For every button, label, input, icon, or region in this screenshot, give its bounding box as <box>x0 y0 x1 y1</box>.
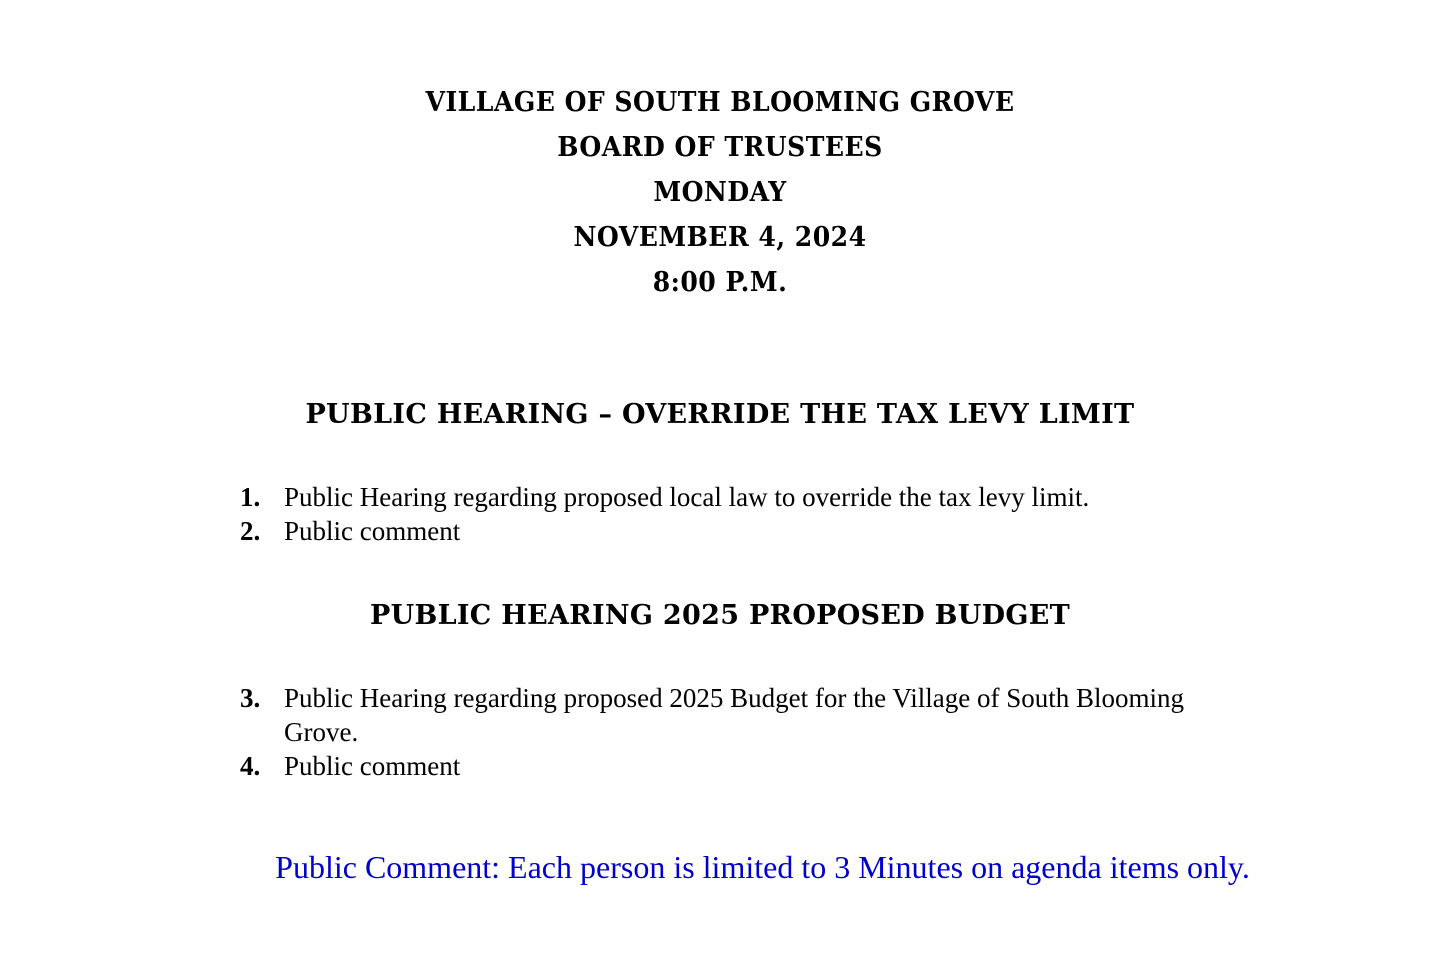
item-text: Public Hearing regarding proposed local law to override the tax levy limit. <box>284 482 1090 512</box>
public-comment-notice: Public Comment: Each person is limited to 3 Minutes on agenda items only. <box>275 849 1250 885</box>
item-number: 1. <box>240 482 261 512</box>
header-day: MONDAY <box>653 177 787 208</box>
item-number: 3. <box>240 683 261 713</box>
item-number: 2. <box>240 516 261 546</box>
header-village-name: VILLAGE OF SOUTH BLOOMING GROVE <box>425 87 1015 118</box>
document-header <box>0 80 1440 305</box>
item-number: 4. <box>240 751 261 781</box>
agenda-item <box>240 480 1200 514</box>
item-text: Public comment <box>284 516 461 546</box>
section-heading-tax-levy: PUBLIC HEARING – OVERRIDE THE TAX LEVY LIMIT <box>305 399 1135 430</box>
header-time: 8:00 P.M. <box>652 267 788 298</box>
agenda-item <box>240 681 1200 749</box>
header-date: NOVEMBER 4, 2024 <box>573 222 867 253</box>
item-text: Public Hearing regarding proposed 2025 Budget for the Village of South Blooming Grove. <box>284 683 1184 747</box>
item-text: Public comment <box>284 751 461 781</box>
section-heading-budget: PUBLIC HEARING 2025 PROPOSED BUDGET <box>370 600 1070 631</box>
agenda-item <box>240 749 1200 783</box>
agenda-list-budget <box>240 681 1200 783</box>
agenda-list-tax-levy <box>240 480 1200 548</box>
header-board-name: BOARD OF TRUSTEES <box>557 132 883 163</box>
agenda-item <box>240 514 1200 548</box>
